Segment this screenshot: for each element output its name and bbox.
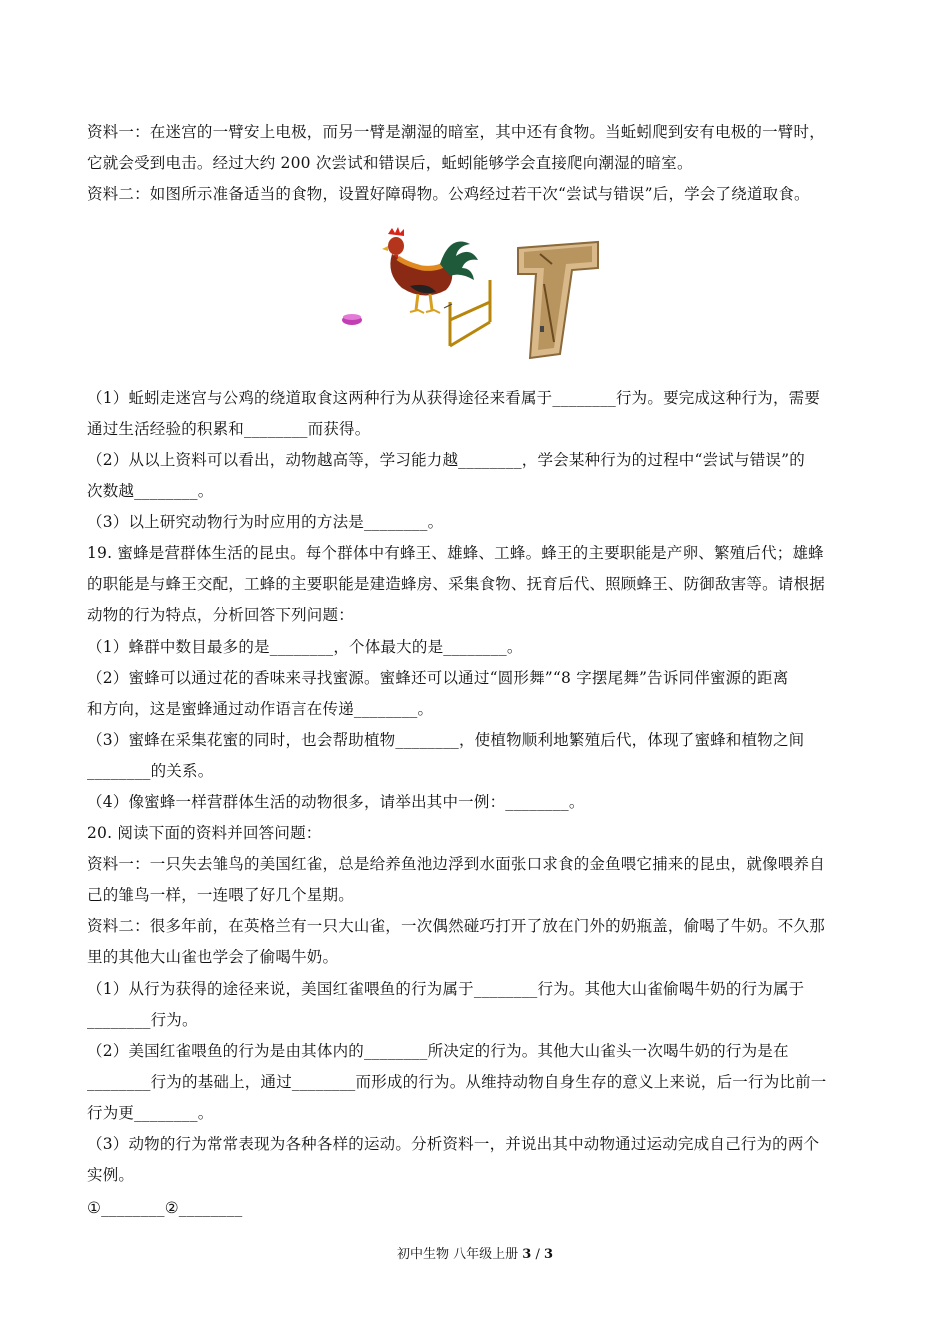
q19-part2-line-2: 和方向，这是蜜蜂通过动作语言在传递________。 bbox=[87, 700, 434, 718]
q20-stem-line: 20. 阅读下面的资料并回答问题： bbox=[87, 824, 322, 842]
q18-part3-line: （3）以上研究动物行为时应用的方法是________。 bbox=[87, 513, 444, 531]
footer-page-total: 3 bbox=[543, 1247, 554, 1262]
q19-part3-line-1: （3）蜜蜂在采集花蜜的同时，也会帮助植物________，使植物顺利地繁殖后代，体现了蜜蜂和植物之间 bbox=[87, 731, 805, 749]
rooster-detour-figure bbox=[340, 224, 602, 360]
q19-part3-line-2: ________的关系。 bbox=[87, 762, 214, 780]
q18-part2-line-2: 次数越________。 bbox=[87, 482, 214, 500]
t-maze-icon bbox=[518, 242, 598, 358]
fence-barrier-icon bbox=[444, 280, 490, 346]
material-two-line-1: 资料二：如图所示准备适当的食物，设置好障碍物。公鸡经过若干次“尝试与错误”后，学会了绕道取食。 bbox=[87, 185, 810, 203]
food-bowl-icon bbox=[342, 314, 362, 325]
q20-material-two-line-2: 里的其他大山雀也学会了偷喝牛奶。 bbox=[87, 948, 339, 966]
q19-part4-line: （4）像蜜蜂一样营群体生活的动物很多，请举出其中一例：________。 bbox=[87, 793, 585, 811]
q20-part2-line-3: 行为更________。 bbox=[87, 1104, 214, 1122]
q20-part2-line-2: ________行为的基础上，通过________而形成的行为。从维持动物自身生存的意义上来说，后一行为比前一 bbox=[87, 1073, 827, 1091]
q19-stem-line-2: 的职能是与蜂王交配，工蜂的主要职能是建造蜂房、采集食物、抚育后代、照顾蜂王、防御敌害等。请根据 bbox=[87, 575, 825, 593]
q19-stem-line-3: 动物的行为特点，分析回答下列问题： bbox=[87, 606, 354, 624]
q19-part1-line: （1）蜂群中数目最多的是________，个体最大的是________。 bbox=[87, 638, 523, 656]
q18-part2-line-1: （2）从以上资料可以看出，动物越高等，学习能力越________，学会某种行为的过程中“尝试与错误”的 bbox=[87, 451, 805, 469]
material-one-line-1: 资料一：在迷宫的一臂安上电极，而另一臂是潮湿的暗室，其中还有食物。当蚯蚓爬到安有电极的一臂时， bbox=[87, 123, 825, 141]
material-one-line-2: 它就会受到电击。经过大约 200 次尝试和错误后，蚯蚓能够学会直接爬向潮湿的暗室。 bbox=[87, 154, 693, 172]
q20-part1-line-1: （1）从行为获得的途径来说，美国红雀喂鱼的行为属于________行为。其他大山雀偷喝牛奶的行为属于 bbox=[87, 980, 805, 998]
q18-part1-line-1: （1）蚯蚓走迷宫与公鸡的绕道取食这两种行为从获得途径来看属于________行为。要完成这种行为，需要 bbox=[87, 389, 821, 407]
footer-page-separator: / bbox=[531, 1247, 544, 1262]
q19-part2-line-1: （2）蜜蜂可以通过花的香味来寻找蜜源。蜜蜂还可以通过“圆形舞”“8 字摆尾舞”告诉同伴蜜源的距离 bbox=[87, 669, 789, 687]
q20-part3-line-2: 实例。 bbox=[87, 1166, 135, 1184]
q19-stem-line-1: 19. 蜜蜂是营群体生活的昆虫。每个群体中有蜂王、雄蜂、工蜂。蜂王的主要职能是产卵、繁殖后代；雄蜂 bbox=[87, 544, 824, 562]
footer-page-number: 3 bbox=[522, 1247, 532, 1262]
rooster-icon bbox=[382, 227, 478, 313]
q20-part2-line-1: （2）美国红雀喂鱼的行为是由其体内的________所决定的行为。其他大山雀头一次喝牛奶的行为是在 bbox=[87, 1042, 789, 1060]
q20-part1-line-2: ________行为。 bbox=[87, 1011, 198, 1029]
page-footer bbox=[0, 1246, 950, 1264]
q20-material-two-line-1: 资料二：很多年前，在英格兰有一只大山雀，一次偶然碰巧打开了放在门外的奶瓶盖，偷喝了牛奶。不久那 bbox=[87, 917, 825, 935]
q20-material-one-line-2: 己的雏鸟一样，一连喂了好几个星期。 bbox=[87, 886, 354, 904]
footer-title: 初中生物 八年级上册 bbox=[396, 1247, 519, 1262]
q20-material-one-line-1: 资料一：一只失去雏鸟的美国红雀，总是给养鱼池边浮到水面张口求食的金鱼喂它捕来的昆虫，就像喂养自 bbox=[87, 855, 825, 873]
q20-part3-line-1: （3）动物的行为常常表现为各种各样的运动。分析资料一，并说出其中动物通过运动完成自己行为的两个 bbox=[87, 1135, 820, 1153]
q18-part1-line-2: 通过生活经验的积累和________而获得。 bbox=[87, 420, 371, 438]
q20-answer-blanks: ①________②________ bbox=[87, 1199, 243, 1217]
